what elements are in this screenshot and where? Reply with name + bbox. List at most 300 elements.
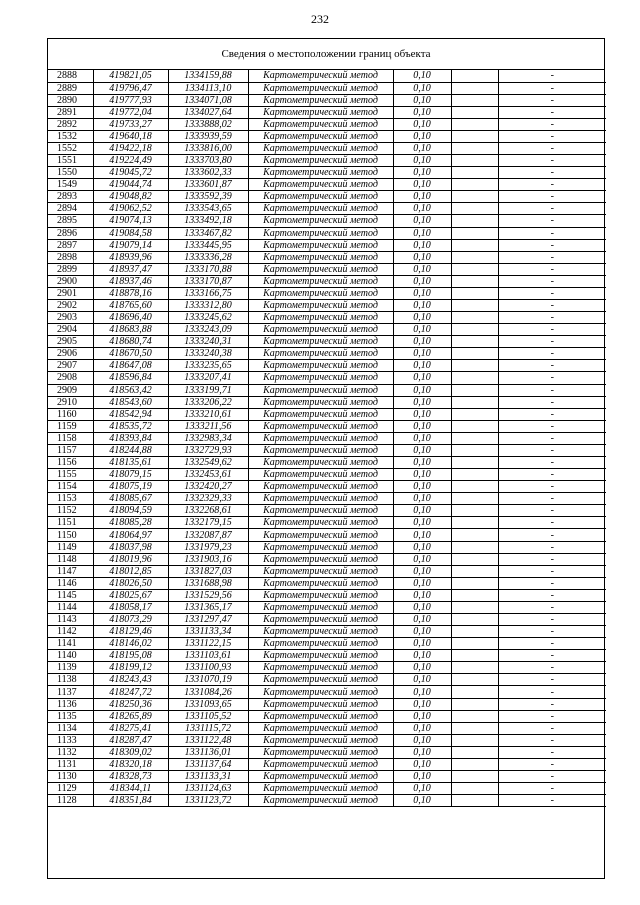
accuracy-cell: 0,10 — [393, 638, 451, 650]
table-row — [48, 408, 606, 420]
point-number-cell: 1153 — [48, 493, 93, 505]
accuracy-cell: 0,10 — [393, 722, 451, 734]
description-cell: - — [498, 106, 606, 118]
point-number-cell: 2896 — [48, 227, 93, 239]
description-cell: - — [498, 795, 606, 807]
method-cell: Картометрический метод — [248, 481, 393, 493]
point-number-cell: 2910 — [48, 396, 93, 408]
point-number-cell: 1150 — [48, 529, 93, 541]
point-number-cell: 2903 — [48, 312, 93, 324]
y-coordinate-cell: 1333206,22 — [168, 396, 248, 408]
y-coordinate-cell: 1332179,15 — [168, 517, 248, 529]
table-row — [48, 553, 606, 565]
table-row — [48, 783, 606, 795]
y-coordinate-cell: 1331136,01 — [168, 746, 248, 758]
description-cell: - — [498, 287, 606, 299]
description-cell: - — [498, 142, 606, 154]
y-coordinate-cell: 1332549,62 — [168, 457, 248, 469]
table-row — [48, 191, 606, 203]
extra-cell — [451, 106, 498, 118]
y-coordinate-cell: 1331070,19 — [168, 674, 248, 686]
table-row — [48, 614, 606, 626]
x-coordinate-cell: 418073,29 — [93, 614, 168, 626]
extra-cell — [451, 638, 498, 650]
description-cell: - — [498, 698, 606, 710]
method-cell: Картометрический метод — [248, 565, 393, 577]
point-number-cell: 1157 — [48, 444, 93, 456]
description-cell: - — [498, 734, 606, 746]
accuracy-cell: 0,10 — [393, 734, 451, 746]
accuracy-cell: 0,10 — [393, 577, 451, 589]
point-number-cell: 1155 — [48, 469, 93, 481]
table-row — [48, 324, 606, 336]
accuracy-cell: 0,10 — [393, 348, 451, 360]
point-number-cell: 1130 — [48, 771, 93, 783]
extra-cell — [451, 203, 498, 215]
point-number-cell: 1158 — [48, 432, 93, 444]
description-cell: - — [498, 469, 606, 481]
boundary-table-sheet — [47, 38, 605, 879]
y-coordinate-cell: 1331297,47 — [168, 614, 248, 626]
x-coordinate-cell: 418085,67 — [93, 493, 168, 505]
extra-cell — [451, 312, 498, 324]
description-cell: - — [498, 118, 606, 130]
table-row — [48, 444, 606, 456]
accuracy-cell: 0,10 — [393, 167, 451, 179]
method-cell: Картометрический метод — [248, 106, 393, 118]
table-row — [48, 626, 606, 638]
method-cell: Картометрический метод — [248, 638, 393, 650]
x-coordinate-cell: 418079,15 — [93, 469, 168, 481]
table-body — [48, 70, 606, 807]
extra-cell — [451, 529, 498, 541]
description-cell: - — [498, 674, 606, 686]
description-cell: - — [498, 299, 606, 311]
method-cell: Картометрический метод — [248, 553, 393, 565]
x-coordinate-cell: 418878,16 — [93, 287, 168, 299]
method-cell: Картометрический метод — [248, 601, 393, 613]
x-coordinate-cell: 419640,18 — [93, 130, 168, 142]
y-coordinate-cell: 1333816,00 — [168, 142, 248, 154]
x-coordinate-cell: 418596,84 — [93, 372, 168, 384]
table-row — [48, 589, 606, 601]
description-cell: - — [498, 191, 606, 203]
description-cell: - — [498, 336, 606, 348]
table-row — [48, 698, 606, 710]
point-number-cell: 1151 — [48, 517, 93, 529]
table-row — [48, 155, 606, 167]
description-cell: - — [498, 662, 606, 674]
x-coordinate-cell: 418195,08 — [93, 650, 168, 662]
table-row — [48, 312, 606, 324]
description-cell: - — [498, 783, 606, 795]
table-row — [48, 734, 606, 746]
accuracy-cell: 0,10 — [393, 130, 451, 142]
extra-cell — [451, 626, 498, 638]
y-coordinate-cell: 1331137,64 — [168, 758, 248, 770]
y-coordinate-cell: 1333243,09 — [168, 324, 248, 336]
x-coordinate-cell: 418542,94 — [93, 408, 168, 420]
x-coordinate-cell: 418026,50 — [93, 577, 168, 589]
x-coordinate-cell: 418012,85 — [93, 565, 168, 577]
description-cell: - — [498, 529, 606, 541]
accuracy-cell: 0,10 — [393, 372, 451, 384]
point-number-cell: 2909 — [48, 384, 93, 396]
method-cell: Картометрический метод — [248, 384, 393, 396]
x-coordinate-cell: 419084,58 — [93, 227, 168, 239]
method-cell: Картометрический метод — [248, 505, 393, 517]
table-title: Сведения о местоположении границ объекта — [48, 39, 604, 70]
y-coordinate-cell: 1333543,65 — [168, 203, 248, 215]
table-row — [48, 275, 606, 287]
y-coordinate-cell: 1331122,15 — [168, 638, 248, 650]
y-coordinate-cell: 1333166,75 — [168, 287, 248, 299]
x-coordinate-cell: 418019,96 — [93, 553, 168, 565]
y-coordinate-cell: 1332268,61 — [168, 505, 248, 517]
accuracy-cell: 0,10 — [393, 312, 451, 324]
description-cell: - — [498, 215, 606, 227]
accuracy-cell: 0,10 — [393, 444, 451, 456]
extra-cell — [451, 420, 498, 432]
extra-cell — [451, 758, 498, 770]
x-coordinate-cell: 418937,46 — [93, 275, 168, 287]
table-row — [48, 251, 606, 263]
x-coordinate-cell: 418037,98 — [93, 541, 168, 553]
point-number-cell: 2893 — [48, 191, 93, 203]
table-row — [48, 432, 606, 444]
point-number-cell: 1132 — [48, 746, 93, 758]
table-row — [48, 481, 606, 493]
table-row — [48, 94, 606, 106]
method-cell: Картометрический метод — [248, 179, 393, 191]
x-coordinate-cell: 418683,88 — [93, 324, 168, 336]
extra-cell — [451, 577, 498, 589]
extra-cell — [451, 746, 498, 758]
table-row — [48, 758, 606, 770]
method-cell: Картометрический метод — [248, 614, 393, 626]
accuracy-cell: 0,10 — [393, 517, 451, 529]
description-cell: - — [498, 420, 606, 432]
extra-cell — [451, 734, 498, 746]
accuracy-cell: 0,10 — [393, 106, 451, 118]
accuracy-cell: 0,10 — [393, 674, 451, 686]
description-cell: - — [498, 82, 606, 94]
description-cell: - — [498, 396, 606, 408]
y-coordinate-cell: 1333240,38 — [168, 348, 248, 360]
method-cell: Картометрический метод — [248, 457, 393, 469]
table-row — [48, 686, 606, 698]
y-coordinate-cell: 1331103,61 — [168, 650, 248, 662]
accuracy-cell: 0,10 — [393, 746, 451, 758]
x-coordinate-cell: 418275,41 — [93, 722, 168, 734]
point-number-cell: 2902 — [48, 299, 93, 311]
accuracy-cell: 0,10 — [393, 505, 451, 517]
table-row — [48, 771, 606, 783]
y-coordinate-cell: 1331100,93 — [168, 662, 248, 674]
extra-cell — [451, 553, 498, 565]
description-cell: - — [498, 372, 606, 384]
x-coordinate-cell: 418696,40 — [93, 312, 168, 324]
description-cell: - — [498, 457, 606, 469]
y-coordinate-cell: 1333235,65 — [168, 360, 248, 372]
method-cell: Картометрический метод — [248, 155, 393, 167]
extra-cell — [451, 565, 498, 577]
point-number-cell: 1142 — [48, 626, 93, 638]
extra-cell — [451, 94, 498, 106]
method-cell: Картометрический метод — [248, 734, 393, 746]
x-coordinate-cell: 418085,28 — [93, 517, 168, 529]
point-number-cell: 2900 — [48, 275, 93, 287]
extra-cell — [451, 493, 498, 505]
method-cell: Картометрический метод — [248, 541, 393, 553]
extra-cell — [451, 481, 498, 493]
extra-cell — [451, 263, 498, 275]
y-coordinate-cell: 1331115,72 — [168, 722, 248, 734]
table-row — [48, 239, 606, 251]
description-cell: - — [498, 505, 606, 517]
table-row — [48, 118, 606, 130]
y-coordinate-cell: 1333939,59 — [168, 130, 248, 142]
description-cell: - — [498, 130, 606, 142]
table-row — [48, 130, 606, 142]
method-cell: Картометрический метод — [248, 432, 393, 444]
point-number-cell: 2901 — [48, 287, 93, 299]
accuracy-cell: 0,10 — [393, 142, 451, 154]
method-cell: Картометрический метод — [248, 336, 393, 348]
y-coordinate-cell: 1331133,31 — [168, 771, 248, 783]
description-cell: - — [498, 493, 606, 505]
x-coordinate-cell: 418075,19 — [93, 481, 168, 493]
y-coordinate-cell: 1332453,61 — [168, 469, 248, 481]
x-coordinate-cell: 418309,02 — [93, 746, 168, 758]
y-coordinate-cell: 1332983,34 — [168, 432, 248, 444]
extra-cell — [451, 239, 498, 251]
table-row — [48, 746, 606, 758]
table-row — [48, 287, 606, 299]
method-cell: Картометрический метод — [248, 299, 393, 311]
table-row — [48, 70, 606, 82]
method-cell: Картометрический метод — [248, 650, 393, 662]
description-cell: - — [498, 312, 606, 324]
description-cell: - — [498, 70, 606, 82]
description-cell: - — [498, 408, 606, 420]
point-number-cell: 1149 — [48, 541, 93, 553]
point-number-cell: 2898 — [48, 251, 93, 263]
y-coordinate-cell: 1334071,08 — [168, 94, 248, 106]
y-coordinate-cell: 1333211,56 — [168, 420, 248, 432]
description-cell: - — [498, 589, 606, 601]
y-coordinate-cell: 1333602,33 — [168, 167, 248, 179]
extra-cell — [451, 130, 498, 142]
x-coordinate-cell: 418129,46 — [93, 626, 168, 638]
method-cell: Картометрический метод — [248, 517, 393, 529]
x-coordinate-cell: 419777,93 — [93, 94, 168, 106]
description-cell: - — [498, 553, 606, 565]
accuracy-cell: 0,10 — [393, 529, 451, 541]
x-coordinate-cell: 419074,13 — [93, 215, 168, 227]
method-cell: Картометрический метод — [248, 396, 393, 408]
extra-cell — [451, 541, 498, 553]
extra-cell — [451, 517, 498, 529]
point-number-cell: 1134 — [48, 722, 93, 734]
x-coordinate-cell: 418247,72 — [93, 686, 168, 698]
accuracy-cell: 0,10 — [393, 601, 451, 613]
table-row — [48, 469, 606, 481]
description-cell: - — [498, 517, 606, 529]
accuracy-cell: 0,10 — [393, 481, 451, 493]
x-coordinate-cell: 418287,47 — [93, 734, 168, 746]
y-coordinate-cell: 1333245,62 — [168, 312, 248, 324]
accuracy-cell: 0,10 — [393, 686, 451, 698]
x-coordinate-cell: 418535,72 — [93, 420, 168, 432]
extra-cell — [451, 348, 498, 360]
x-coordinate-cell: 419796,47 — [93, 82, 168, 94]
y-coordinate-cell: 1331903,16 — [168, 553, 248, 565]
x-coordinate-cell: 419062,52 — [93, 203, 168, 215]
point-number-cell: 1154 — [48, 481, 93, 493]
method-cell: Картометрический метод — [248, 589, 393, 601]
table-row — [48, 360, 606, 372]
extra-cell — [451, 287, 498, 299]
extra-cell — [451, 227, 498, 239]
description-cell: - — [498, 227, 606, 239]
method-cell: Картометрический метод — [248, 529, 393, 541]
point-number-cell: 2905 — [48, 336, 93, 348]
extra-cell — [451, 191, 498, 203]
point-number-cell: 1131 — [48, 758, 93, 770]
description-cell: - — [498, 360, 606, 372]
x-coordinate-cell: 419422,18 — [93, 142, 168, 154]
point-number-cell: 2895 — [48, 215, 93, 227]
method-cell: Картометрический метод — [248, 783, 393, 795]
method-cell: Картометрический метод — [248, 94, 393, 106]
point-number-cell: 1128 — [48, 795, 93, 807]
table-row — [48, 710, 606, 722]
table-row — [48, 650, 606, 662]
description-cell: - — [498, 686, 606, 698]
x-coordinate-cell: 419821,05 — [93, 70, 168, 82]
point-number-cell: 2890 — [48, 94, 93, 106]
method-cell: Картометрический метод — [248, 251, 393, 263]
method-cell: Картометрический метод — [248, 82, 393, 94]
method-cell: Картометрический метод — [248, 130, 393, 142]
description-cell: - — [498, 94, 606, 106]
point-number-cell: 2907 — [48, 360, 93, 372]
point-number-cell: 1135 — [48, 710, 93, 722]
description-cell: - — [498, 626, 606, 638]
point-number-cell: 1138 — [48, 674, 93, 686]
accuracy-cell: 0,10 — [393, 384, 451, 396]
x-coordinate-cell: 418058,17 — [93, 601, 168, 613]
table-row — [48, 457, 606, 469]
y-coordinate-cell: 1333199,71 — [168, 384, 248, 396]
accuracy-cell: 0,10 — [393, 553, 451, 565]
boundary-points-table — [48, 70, 606, 807]
point-number-cell: 1550 — [48, 167, 93, 179]
table-row — [48, 396, 606, 408]
x-coordinate-cell: 418265,89 — [93, 710, 168, 722]
method-cell: Картометрический метод — [248, 686, 393, 698]
x-coordinate-cell: 419044,74 — [93, 179, 168, 191]
point-number-cell: 2891 — [48, 106, 93, 118]
extra-cell — [451, 118, 498, 130]
x-coordinate-cell: 418146,02 — [93, 638, 168, 650]
accuracy-cell: 0,10 — [393, 698, 451, 710]
x-coordinate-cell: 419048,82 — [93, 191, 168, 203]
accuracy-cell: 0,10 — [393, 155, 451, 167]
point-number-cell: 1141 — [48, 638, 93, 650]
extra-cell — [451, 275, 498, 287]
point-number-cell: 2897 — [48, 239, 93, 251]
y-coordinate-cell: 1333170,88 — [168, 263, 248, 275]
accuracy-cell: 0,10 — [393, 287, 451, 299]
point-number-cell: 1133 — [48, 734, 93, 746]
x-coordinate-cell: 418344,11 — [93, 783, 168, 795]
description-cell: - — [498, 565, 606, 577]
y-coordinate-cell: 1333207,41 — [168, 372, 248, 384]
point-number-cell: 1146 — [48, 577, 93, 589]
point-number-cell: 1137 — [48, 686, 93, 698]
x-coordinate-cell: 419045,72 — [93, 167, 168, 179]
table-row — [48, 263, 606, 275]
method-cell: Картометрический метод — [248, 348, 393, 360]
x-coordinate-cell: 418320,18 — [93, 758, 168, 770]
extra-cell — [451, 372, 498, 384]
accuracy-cell: 0,10 — [393, 432, 451, 444]
table-row — [48, 638, 606, 650]
extra-cell — [451, 469, 498, 481]
extra-cell — [451, 698, 498, 710]
description-cell: - — [498, 638, 606, 650]
method-cell: Картометрический метод — [248, 626, 393, 638]
description-cell: - — [498, 650, 606, 662]
y-coordinate-cell: 1331827,03 — [168, 565, 248, 577]
extra-cell — [451, 215, 498, 227]
table-row — [48, 179, 606, 191]
extra-cell — [451, 432, 498, 444]
method-cell: Картометрический метод — [248, 469, 393, 481]
point-number-cell: 2899 — [48, 263, 93, 275]
x-coordinate-cell: 418351,84 — [93, 795, 168, 807]
table-row — [48, 577, 606, 589]
extra-cell — [451, 710, 498, 722]
method-cell: Картометрический метод — [248, 287, 393, 299]
point-number-cell: 1152 — [48, 505, 93, 517]
accuracy-cell: 0,10 — [393, 771, 451, 783]
extra-cell — [451, 771, 498, 783]
description-cell: - — [498, 614, 606, 626]
method-cell: Картометрический метод — [248, 239, 393, 251]
method-cell: Картометрический метод — [248, 360, 393, 372]
y-coordinate-cell: 1331365,17 — [168, 601, 248, 613]
x-coordinate-cell: 418328,73 — [93, 771, 168, 783]
extra-cell — [451, 601, 498, 613]
method-cell: Картометрический метод — [248, 312, 393, 324]
method-cell: Картометрический метод — [248, 70, 393, 82]
method-cell: Картометрический метод — [248, 167, 393, 179]
point-number-cell: 2908 — [48, 372, 93, 384]
x-coordinate-cell: 418094,59 — [93, 505, 168, 517]
accuracy-cell: 0,10 — [393, 324, 451, 336]
extra-cell — [451, 722, 498, 734]
method-cell: Картометрический метод — [248, 118, 393, 130]
description-cell: - — [498, 722, 606, 734]
y-coordinate-cell: 1333336,28 — [168, 251, 248, 263]
y-coordinate-cell: 1334027,64 — [168, 106, 248, 118]
x-coordinate-cell: 418563,42 — [93, 384, 168, 396]
extra-cell — [451, 251, 498, 263]
table-row — [48, 674, 606, 686]
